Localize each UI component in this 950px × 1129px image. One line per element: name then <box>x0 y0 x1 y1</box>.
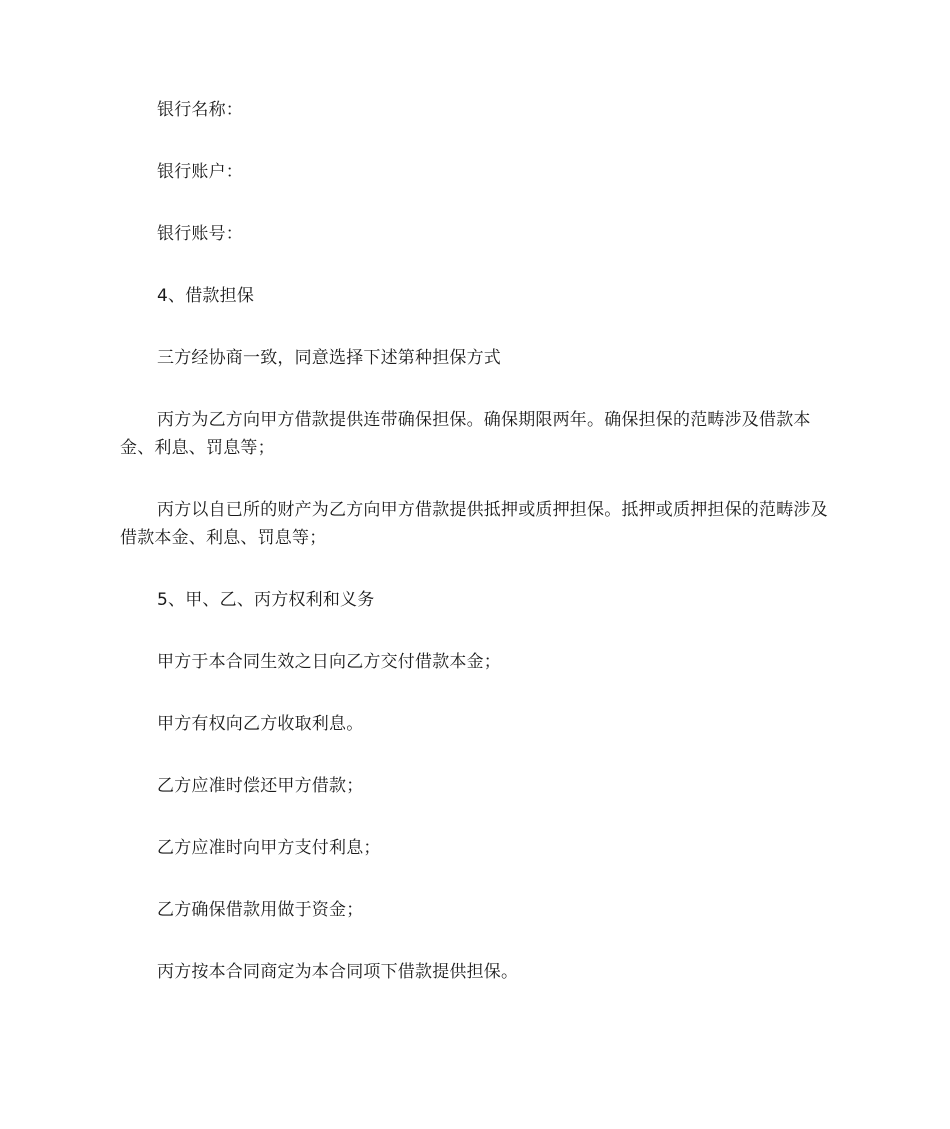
obligation-item: 乙方应准时偿还甲方借款； <box>157 776 364 796</box>
mortgage-guarantee-paragraph: 丙方以自已所的财产为乙方向甲方借款提供抵押或质押担保。抵押或质押担保的范畴涉及借款本金、利息、罚息等； <box>120 500 828 548</box>
bank-account-line: 银行账户： <box>157 162 243 182</box>
obligation-item: 丙方按本合同商定为本合同项下借款提供担保。 <box>157 962 519 982</box>
section-heading-loan-guarantee: 4、借款担保 <box>157 286 255 306</box>
bank-account-number-line: 银行账号： <box>157 224 243 244</box>
guarantee-method-paragraph: 三方经协商一致，同意选择下述第种担保方式 <box>157 348 501 368</box>
obligation-item: 甲方于本合同生效之日向乙方交付借款本金； <box>157 652 501 672</box>
document-body <box>120 96 832 986</box>
joint-guarantee-paragraph: 丙方为乙方向甲方借款提供连带确保担保。确保期限两年。确保担保的范畴涉及借款本金、利息、罚息等； <box>120 410 811 458</box>
obligation-item: 乙方应准时向甲方支付利息； <box>157 838 381 858</box>
obligation-item: 乙方确保借款用做于资金； <box>157 900 364 920</box>
obligation-item: 甲方有权向乙方收取利息。 <box>157 714 364 734</box>
section-heading-rights-obligations: 5、甲、乙、丙方权利和义务 <box>157 590 375 610</box>
bank-name-line: 银行名称： <box>157 100 243 120</box>
